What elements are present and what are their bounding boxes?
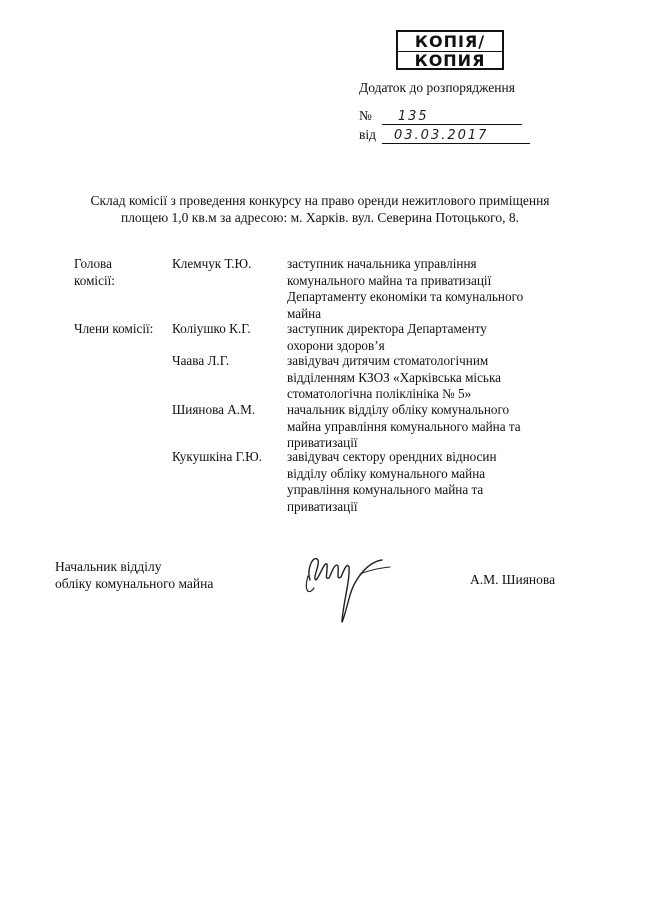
stamp-line-1: КОПІЯ/ (414, 32, 486, 51)
signer-name: А.М. Шиянова (470, 572, 556, 587)
position-line: Департаменту економіки та комунального (287, 289, 524, 304)
position-line: начальник відділу обліку комунального (287, 402, 510, 417)
member-name: Коліушко К.Г. (172, 321, 251, 336)
date-label: від (359, 127, 376, 142)
appendix-label: Додаток до розпорядження (359, 80, 515, 95)
signature-icon (300, 540, 395, 635)
chair-role-line-2: комісії: (74, 272, 115, 288)
chief-title-line-1: Начальник відділу (55, 559, 162, 574)
number-label: № (359, 108, 372, 123)
position-line: приватизації (287, 498, 358, 514)
position-line: приватизації (287, 435, 358, 450)
copy-stamp (396, 30, 504, 70)
position-line: заступник начальника управління (287, 256, 477, 271)
position-line: відділенням КЗОЗ «Харківська міська (287, 369, 502, 385)
member-position (287, 402, 567, 452)
position-line: комунального майна та приватизації (287, 272, 492, 288)
member-position (287, 449, 567, 515)
order-date-row (359, 127, 530, 144)
document-title (60, 192, 580, 226)
position-line: охорони здоров’я (287, 337, 385, 353)
members-role: Члени комісії: (74, 321, 154, 336)
position-line: управління комунального майна та (287, 482, 484, 497)
chief-title (55, 558, 213, 592)
member-name: Шиянова А.М. (172, 402, 256, 417)
member-position (287, 256, 567, 322)
chair-role (74, 256, 115, 289)
order-date: 03.03.2017 (382, 128, 530, 144)
title-line-2: площею 1,0 кв.м за адресою: м. Харків. вул. Северина Потоцького, 8. (120, 210, 520, 225)
member-name: Кукушкіна Г.Ю. (172, 449, 262, 464)
position-line: майна (287, 305, 322, 321)
stamp-line-2: КОПИЯ (398, 51, 502, 69)
member-name: Чаава Л.Г. (172, 353, 230, 368)
member-name: Клемчук Т.Ю. (172, 256, 252, 271)
position-line: майна управління комунального майна та (287, 418, 521, 434)
order-number-row (359, 108, 522, 125)
position-line: завідувач дитячим стоматологічним (287, 353, 489, 368)
member-position (287, 353, 567, 403)
position-line: завідувач сектору орендних відносин (287, 449, 497, 464)
title-line-1: Склад комісії з проведення конкурсу на право оренди нежитлового приміщення (90, 193, 550, 208)
order-number: 135 (382, 109, 522, 125)
position-line: відділу обліку комунального майна (287, 465, 486, 481)
position-line: заступник директора Департаменту (287, 321, 487, 336)
member-position (287, 321, 567, 354)
position-line: стоматологічна поліклініка № 5» (287, 386, 472, 401)
chief-title-line-2: обліку комунального майна (55, 576, 214, 591)
chair-role-line-1: Голова (74, 256, 112, 271)
